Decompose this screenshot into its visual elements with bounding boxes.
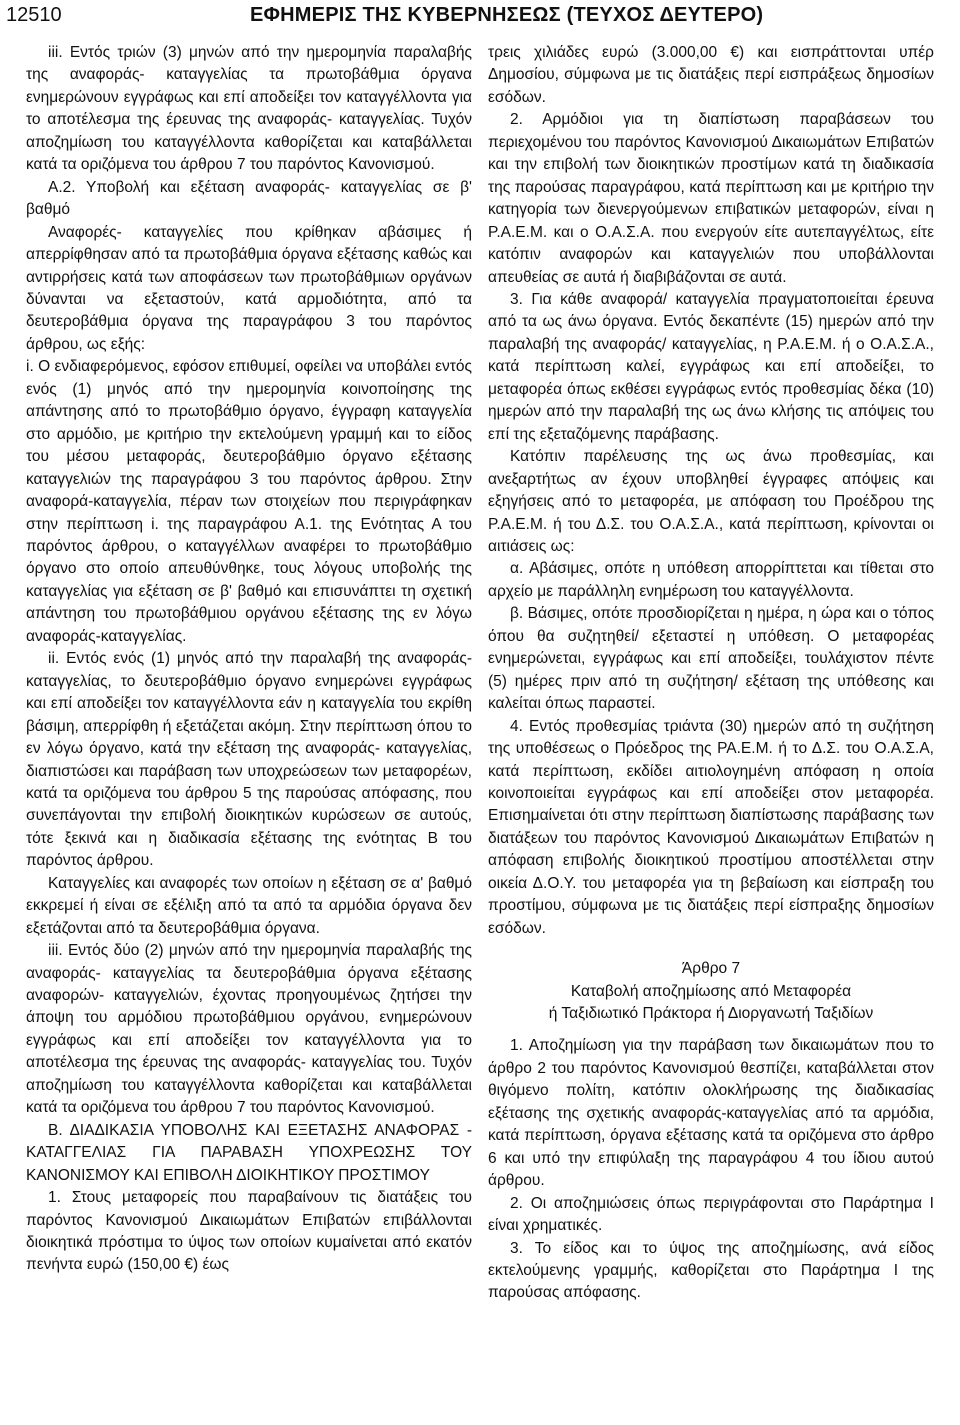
article-title-line: ή Ταξιδιωτικό Πράκτορα ή Διοργανωτή Ταξιδίων — [548, 1005, 874, 1023]
paragraph: 1. Στους μεταφορείς που παραβαίνουν τις διατάξεις του παρόντος Κανονισμού Δικαιωμάτων Επιβατών επιβάλλονται διοικητικά πρόστιμα το ύψος των οποίων κυμαίνεται από εκατόν πενήντα ευρώ (150,00 €) έως — [26, 1189, 472, 1274]
section-heading: Β. ΔΙΑΔΙΚΑΣΙΑ ΥΠΟΒΟΛΗΣ ΚΑΙ ΕΞΕΤΑΣΗΣ ΑΝΑΦΟΡΑΣ - ΚΑΤΑΓΓΕΛΙΑΣ ΓΙΑ ΠΑΡΑΒΑΣΗ ΥΠΟΧΡΕΩΣΗΣ ΤΟΥ ΚΑΝΟΝΙΣΜΟΥ ΚΑΙ ΕΠΙΒΟΛΗ ΔΙΟΙΚΗΤΙΚΟΥ ΠΡΟΣΤΙΜΟΥ — [26, 1121, 472, 1184]
page-number: 12510 — [6, 4, 62, 26]
paragraph: 2. Αρμόδιοι για τη διαπίστωση παραβάσεων του περιεχομένου του παρόντος Κανονισμού Δικαιωμάτων Επιβατών και την επιβολή των διοικητικών προστίμων κατά τη διαδικασία της παρούσας παραγράφου, κατά περίπτωση και με κριτήριο την κατηγορία των διενεργούμενων επιβατικών μεταφορών, είναι η Ρ.Α.Ε.Μ. και ο Ο.Α.Σ.Α. που ενεργούν είτε αυτεπαγγέλτως, είτε κατόπιν αναφορών και καταγγελιών που υποβάλλονται απευθείας σε αυτά ή διαβιβάζονται σε αυτά. — [488, 111, 934, 286]
paragraph: Κατόπιν παρέλευσης της ως άνω προθεσμίας, και ανεξαρτήτως αν έχουν υποβληθεί έγγραφες απόψεις και εξηγήσεις από το μεταφορέα, με απόφαση του Προέδρου της Ρ.Α.Ε.Μ. ή του Δ.Σ. του Ο.Α.Σ.Α., κατά περίπτωση, κρίνονται οι αιτιάσεις ως: — [488, 448, 934, 555]
paragraph: τρεις χιλιάδες ευρώ (3.000,00 €) και εισπράττονται υπέρ Δημοσίου, σύμφωνα με τις διατάξεις περί εισπράξεως δημοσίων εσόδων. — [488, 44, 934, 106]
section-heading: Α.2. Υποβολή και εξέταση αναφοράς- καταγγελίας σε β' βαθμό — [26, 178, 472, 219]
paragraph: 3. Για κάθε αναφορά/ καταγγελία πραγματοποιείται έρευνα από τα ως άνω όργανα. Εντός δεκαπέντε (15) ημερών από την παραλαβή της αναφοράς/ καταγγελίας, η Ρ.Α.Ε.Μ. ή ο Ο.Α.Σ.Α., κατά περίπτωση καλεί, εγγράφως και επί αποδείξει, το μεταφορέα όπως εκθέσει εγγράφως εντός προθεσμίας δέκα (10) ημερών από την παραλαβή της ως άνω κλήσης τις απόψεις του επί της εξεταζόμενης παράβασης. — [488, 290, 934, 443]
paragraph: 3. Το είδος και το ύψος της αποζημίωσης, ανά είδος εκτελούμενης γραμμής, καθορίζεται στο Παράρτημα Ι της παρούσας απόφασης. — [488, 1239, 934, 1302]
paragraph: iii. Εντός δύο (2) μηνών από την ημερομηνία παραλαβής της αναφοράς- καταγγελίας τα δευτεροβάθμια όργανα εξέτασης αναφορών- καταγγελιών, έχοντας προηγουμένως ζητήσει την άποψη του αρμόδιου πρωτοβάθμιου οργάνου, ενημερώνουν εγγράφως και επί αποδείξει τον καταγγέλλοντα για το αποτέλεσμα της έρευνας της αναφοράς- καταγγελίας του. Τυχόν αποζημίωση του καταγγέλλοντα καθορίζεται και καταβάλλεται κατά τα οριζόμενα του άρθρου 7 του παρόντος Κανονισμού. — [26, 942, 472, 1117]
paragraph: Καταγγελίες και αναφορές των οποίων η εξέταση σε α' βαθμό εκκρεμεί ή είναι σε εξέλιξη από τα από τα αρμόδια όργανα δεν εξετάζονται από τα δευτεροβάθμια όργανα. — [26, 874, 472, 937]
paragraph: ii. Εντός ενός (1) μηνός από την παραλαβή της αναφοράς- καταγγελίας, το δευτεροβάθμιο όργανο ενημερώνει εγγράφως και επί αποδείξει τον καταγγέλλοντα εάν η καταγγελία του εκρίθη βάσιμη, απερρίφθη ή εξετάζεται ακόμη. Στην περίπτωση όπου το εν λόγω όργανο, κατά την εξέταση της αναφοράς- καταγγελίας, διαπιστώσει και παράβαση των υποχρεώσεων των μεταφορέων, κατά τα οριζόμενα του άρθρου 5 της παρούσας απόφασης, που συνεπάγονται την επιβολή διοικητικών κυρώσεων σε αυτούς, τότε ξεκινά και η διαδικασία εξέτασης της ενότητας Β του παρόντος άρθρου. — [26, 650, 472, 870]
paragraph: Αναφορές- καταγγελίες που κρίθηκαν αβάσιμες ή απερρίφθησαν από τα πρωτοβάθμια όργανα εξέτασης καθώς και αντιρρήσεις κατά των αποφάσεων των πρωτοβάθμιων οργάνων δύνανται να εξεταστούν, κατά αρμοδιότητα, από τα δευτεροβάθμια όργανα της παραγράφου 3 του παρόντος άρθρου, ως εξής: — [26, 223, 472, 353]
paragraph: iii. Εντός τριών (3) μηνών από την ημερομηνία παραλαβής της αναφοράς- καταγγελίας τα πρωτοβάθμια όργανα ενημερώνουν εγγράφως και επί αποδείξει τον καταγγέλλοντα για το αποτέλεσμα της έρευνας της αναφοράς- καταγγελίας. Τυχόν αποζημίωση του καταγγέλλοντα καθορίζεται και καταβάλλεται κατά τα οριζόμενα του άρθρου 7 του παρόντος Κανονισμού. — [26, 44, 472, 174]
gazette-title: ΕΦΗΜΕΡΙΣ ΤΗΣ ΚΥΒΕΡΝΗΣΕΩΣ (ΤΕΥΧΟΣ ΔΕΥΤΕΡΟ) — [250, 4, 764, 26]
paragraph: α. Αβάσιμες, οπότε η υπόθεση απορρίπτεται και τίθεται στο αρχείο με παράλληλη ενημέρωση του καταγγέλλοντα. — [488, 560, 934, 600]
page-header — [0, 0, 960, 40]
paragraph: i. Ο ενδιαφερόμενος, εφόσον επιθυμεί, οφείλει να υποβάλει εντός ενός (1) μηνός από την ημερομηνία κοινοποίησης της απάντησης από το πρωτοβάθμιο όργανο, έγγραφη καταγγελία στο αρμόδιο, με κριτήριο την εκτελούμενη γραμμή και το είδος του μέσου μεταφοράς, δευτεροβάθμιο όργανο εξέτασης καταγγελιών της παραγράφου 3 του παρόντος άρθρου. Στην αναφορά-καταγγελία, πέραν των στοιχείων που περιγράφηκαν στην περίπτωση i. της παραγράφου Α.1. της Ενότητας Α του παρόντος άρθρου, ο καταγγέλλων αναφέρει το πρωτοβάθμιο όργανο στο οποίο απευθύνθηκε, τους λόγους υποβολής της καταγγελίας για εξέταση σε β' βαθμό και επισυνάπτει τη σχετική απάντηση του πρωτοβάθμιου οργάνου εξέτασης της εν λόγω αναφοράς-καταγγελίας. — [26, 358, 472, 645]
article-title-line: Καταβολή αποζημίωσης από Μεταφορέα — [570, 982, 852, 1000]
left-column — [26, 42, 472, 1277]
paragraph: 2. Οι αποζημιώσεις όπως περιγράφονται στο Παράρτημα Ι είναι χρηματικές. — [488, 1194, 934, 1235]
article-number: Άρθρο 7 — [681, 960, 741, 978]
paragraph: β. Βάσιμες, οπότε προσδιορίζεται η ημέρα, η ώρα και ο τόπος όπου θα συζητηθεί/ εξεταστεί η υπόθεση. Ο μεταφορέας ενημερώνεται, εγγράφως και επί αποδείξει, τουλάχιστον πέντε (5) ημέρες πριν από τη συζήτηση/ εξέταση της υπόθεσης και καλείται όπως παραστεί. — [488, 605, 934, 713]
paragraph: 1. Αποζημίωση για την παράβαση των δικαιωμάτων που το άρθρο 2 του παρόντος Κανονισμού θεσπίζει, καταβάλλεται στον θιγόμενο πολίτη, κατόπιν ολοκλήρωσης της διαδικασίας εξέτασης της σχετικής αναφοράς-καταγγελίας από τα αρμόδια, κατά περίπτωση, όργανα εξέτασης κατά τα οριζόμενα στο άρθρο 6 και υπό την επιφύλαξη της παραγράφου 4 του ίδιου αυτού άρθρου. — [488, 1037, 934, 1190]
paragraph: 4. Εντός προθεσμίας τριάντα (30) ημερών από τη συζήτηση της υποθέσεως ο Πρόεδρος της ΡΑ.Ε.Μ. ή το Δ.Σ. του Ο.Α.Σ.Α, κατά περίπτωση, εκδίδει αιτιολογημένη απόφαση η οποία κοινοποιείται εγγράφως και επί αποδείξει στον μεταφορέα. Επισημαίνεται ότι στην περίπτωση διαπίστωσης παράβασης των διατάξεων του παρόντος Κανονισμού Δικαιωμάτων Επιβατών η απόφαση επιβολής διοικητικού προστίμου αποστέλλεται στην οικεία Δ.Ο.Υ. του μεταφορέα για τη βεβαίωση και είσπραξη του προστίμου, σύμφωνα με τις διατάξεις περί είσπραξης δημοσίων εσόδων. — [488, 717, 934, 937]
right-column — [488, 42, 934, 1305]
